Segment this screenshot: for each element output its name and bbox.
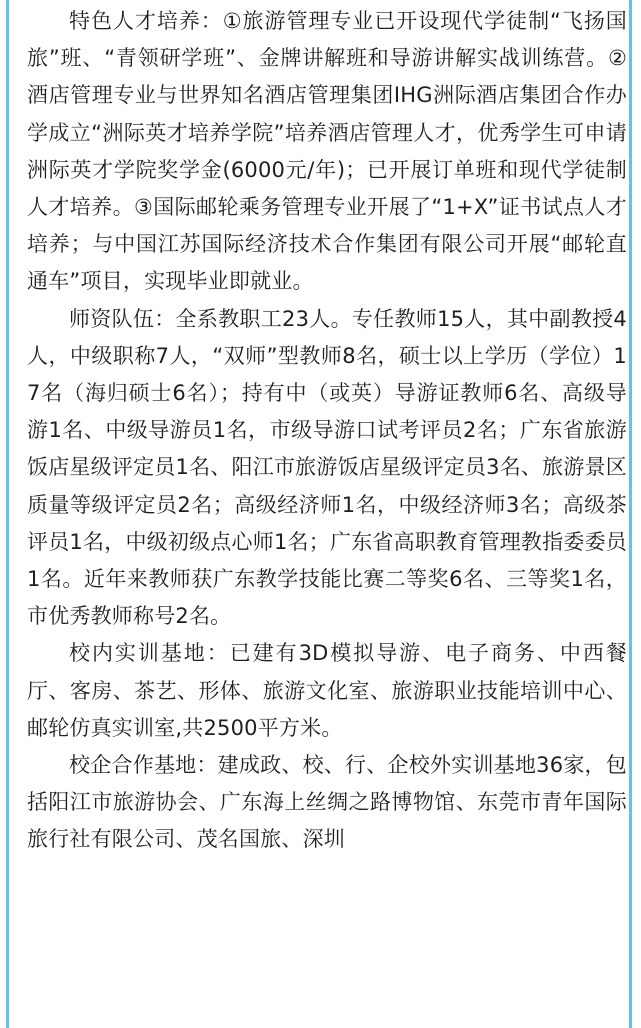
paragraph-faculty: 师资队伍：全系教职工23人。专任教师15人，其中副教授4人，中级职称7人，“双师”型教师8名，硕士以上学历（学位）17名（海归硕士6名）；持有中（或英）导游证教师6名、高级导游1名、中级导游员1名，市级导游口试考评员2名；广东省旅游饭店星级评定员1名、阳江市旅游饭店星级评定员3名、旅游景区质量等级评定员2名；高级经济师1名，中级经济师3名；高级茶评员1名，中级初级点心师1名；广东省高职教育管理教指委委员1名。近年来教师获广东教学技能比赛二等奖6名、三等奖1名，市优秀教师称号2名。 bbox=[27, 306, 627, 629]
paragraph-talent-training: 特色人才培养：①旅游管理专业已开设现代学徒制“飞扬国旅”班、“青领研学班”、金牌讲解班和导游讲解实战训练营。②酒店管理专业与世界知名酒店管理集团IHG洲际酒店集团合作办学成立“洲际英才培养学院”培养酒店管理人才，优秀学生可申请洲际英才学院奖学金(6000元/年)；已开展订单班和现代学徒制人才培养。③国际邮轮乘务管理专业开展了“1+X”证书试点人才培养；与中国江苏国际经济技术合作集团有限公司开展“邮轮直通车”项目，实现毕业即就业。 bbox=[27, 9, 627, 294]
article-body bbox=[27, 3, 627, 859]
paragraph-campus-training-base: 校内实训基地：已建有3D模拟导游、电子商务、中西餐厅、客房、茶艺、形体、旅游文化室、旅游职业技能培训中心、邮轮仿真实训室,共2500平方米。 bbox=[27, 641, 627, 740]
article-frame bbox=[6, 0, 632, 1028]
paragraph-enterprise-cooperation: 校企合作基地：建成政、校、行、企校外实训基地36家，包括阳江市旅游协会、广东海上丝绸之路博物馆、东莞市青年国际旅行社有限公司、茂名国旅、深圳 bbox=[27, 753, 627, 852]
